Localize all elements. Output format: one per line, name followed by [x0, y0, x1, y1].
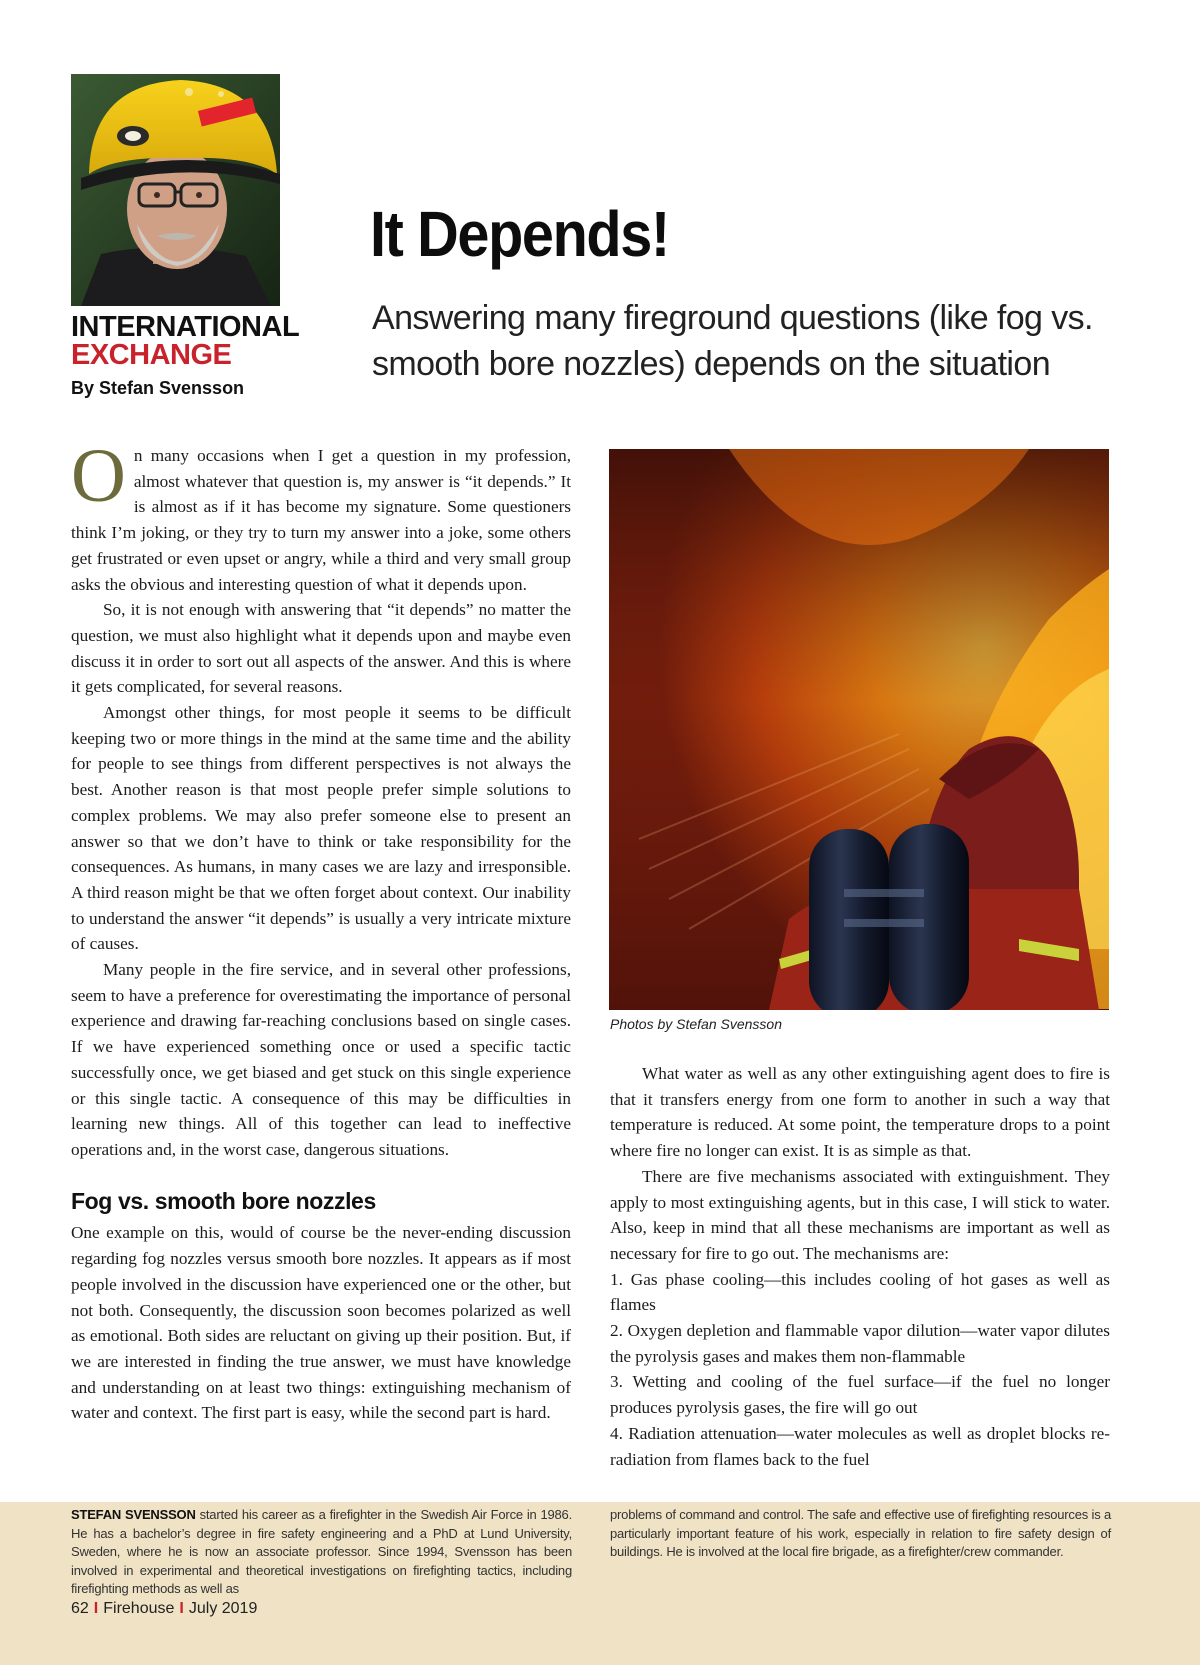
mechanism-item: 3. Wetting and cooling of the fuel surface—if the fuel no longer produces pyrolysis gases, the fire will go out — [610, 1372, 1110, 1418]
page-footer — [71, 1600, 257, 1618]
article-paragraph: What water as well as any other extinguishing agent does to fire is that it transfers energy from one form to another in such a way that temperature is reduced. At some point, the temperature drops to a point where fire no longer can exist. It is as simple as that. — [610, 1064, 1110, 1161]
article-paragraph: So, it is not enough with answering that “it depends” no matter the question, we must also highlight what it depends upon and maybe even discuss it in order to sort out all aspects of the answer. And this is where it gets complicated, for several reasons. — [71, 600, 571, 697]
column-label — [71, 313, 331, 369]
bio-author-name: STEFAN SVENSSON — [71, 1507, 196, 1522]
photo-credit: Photos by Stefan Svensson — [610, 1016, 782, 1032]
section-heading: Fog vs. smooth bore nozzles — [71, 1187, 376, 1214]
column-label-exchange: EXCHANGE — [71, 339, 232, 371]
mechanism-item: 1. Gas phase cooling—this includes cooling of hot gases as well as flames — [610, 1269, 1110, 1315]
article-paragraph: One example on this, would of course be the never-ending discussion regarding fog nozzles versus smooth bore nozzles. It appears as if most people involved in the discussion have experienced one or the other, but not both. Consequently, the discussion soon becomes polarized as well as emotional. Both sides are reluctant on giving up their position. But, if we are interested in finding the true answer, we must have knowledge and understanding on at least two things: extinguishing mechanism of water and context. The first part is easy, while the second part is hard. — [71, 1223, 571, 1423]
mechanism-item: 4. Radiation attenuation—water molecules as well as droplet blocks re-radiation from flames back to the fuel — [610, 1423, 1110, 1469]
issue-date: July 2019 — [188, 1600, 258, 1617]
footer-separator: I — [179, 1600, 184, 1617]
paragraph-text: n many occasions when I get a question in my profession, almost whatever that question is, my answer is “it depends.” It is almost as if it has become my signature. Some questioners think I’m joking, or they try to turn my answer into a joke, some others get frustrated or even upset or angry, while a third and very small group asks the obvious and interesting question of what it depends upon. — [71, 446, 571, 594]
drop-cap: O — [71, 434, 126, 518]
article-paragraph: Amongst other things, for most people it seems to be difficult keeping two or more things in the mind at the same time and the ability for people to see things from different perspectives is not always the best. Another reason is that most people prefer simple solutions to complex problems. We may also prefer someone else to present an answer so that we don’t have to think or take responsibility for the consequences. As humans, in many cases we are lazy and irresponsible. A third reason might be that we often forget about context. Our inability to understand the answer “it depends” is usually a very intricate mixture of causes. — [71, 703, 571, 954]
column-label-international: INTERNATIONAL — [71, 311, 300, 343]
article-right-column — [610, 1061, 1110, 1472]
byline: By Stefan Svensson — [71, 378, 245, 398]
article-paragraph: Many people in the fire service, and in several other professions, seem to have a preference for overestimating the importance of personal experience and drawing far-reaching conclusions based on single cases. If we have experienced something once or used a specific tactic successfully once, we get biased and get stuck on this single experience or this single tactic. A consequence of this may be difficulties in learning new things. All of this together can lead to ineffective operations and, in the worst case, dangerous situations. — [71, 960, 571, 1159]
magazine-name: Firehouse — [103, 1600, 175, 1617]
page-subtitle: Answering many fireground questions (like fog vs. smooth bore nozzles) depends on the situation — [372, 299, 1093, 383]
bio-text: started his career as a firefighter in the Swedish Air Force in 1986. He has a bachelor’s degree in fire safety engineering and a PhD at Lund University, Sweden, where he is now an associate professor. Since 1994, Svensson has been involved in experimental and theoretical investigations on firefighting tactics, including firefighting methods as well as — [71, 1507, 572, 1596]
page-number: 62 — [71, 1600, 89, 1617]
footer-separator: I — [93, 1600, 99, 1617]
author-bio-left — [71, 1506, 572, 1599]
author-bio-right: problems of command and control. The safe and effective use of firefighting resources is a particularly important feature of his work, especially in relation to fire safety design of buildings. He is involved at the local fire brigade, as a firefighter/crew commander. — [610, 1507, 1111, 1559]
firefighter-photo — [609, 449, 1109, 1010]
author-photo — [71, 74, 280, 306]
article-paragraph — [71, 434, 571, 597]
mechanism-item: 2. Oxygen depletion and flammable vapor dilution—water vapor dilutes the pyrolysis gases and makes them non-flammable — [610, 1321, 1110, 1366]
article-left-column — [71, 434, 571, 1426]
page-title: It Depends! — [370, 198, 669, 270]
article-paragraph: There are five mechanisms associated with extinguishment. They apply to most extinguishing agents, but in this case, I will stick to water. Also, keep in mind that all these mechanisms are important as well as necessary for fire to go out. The mechanisms are: — [610, 1166, 1110, 1263]
